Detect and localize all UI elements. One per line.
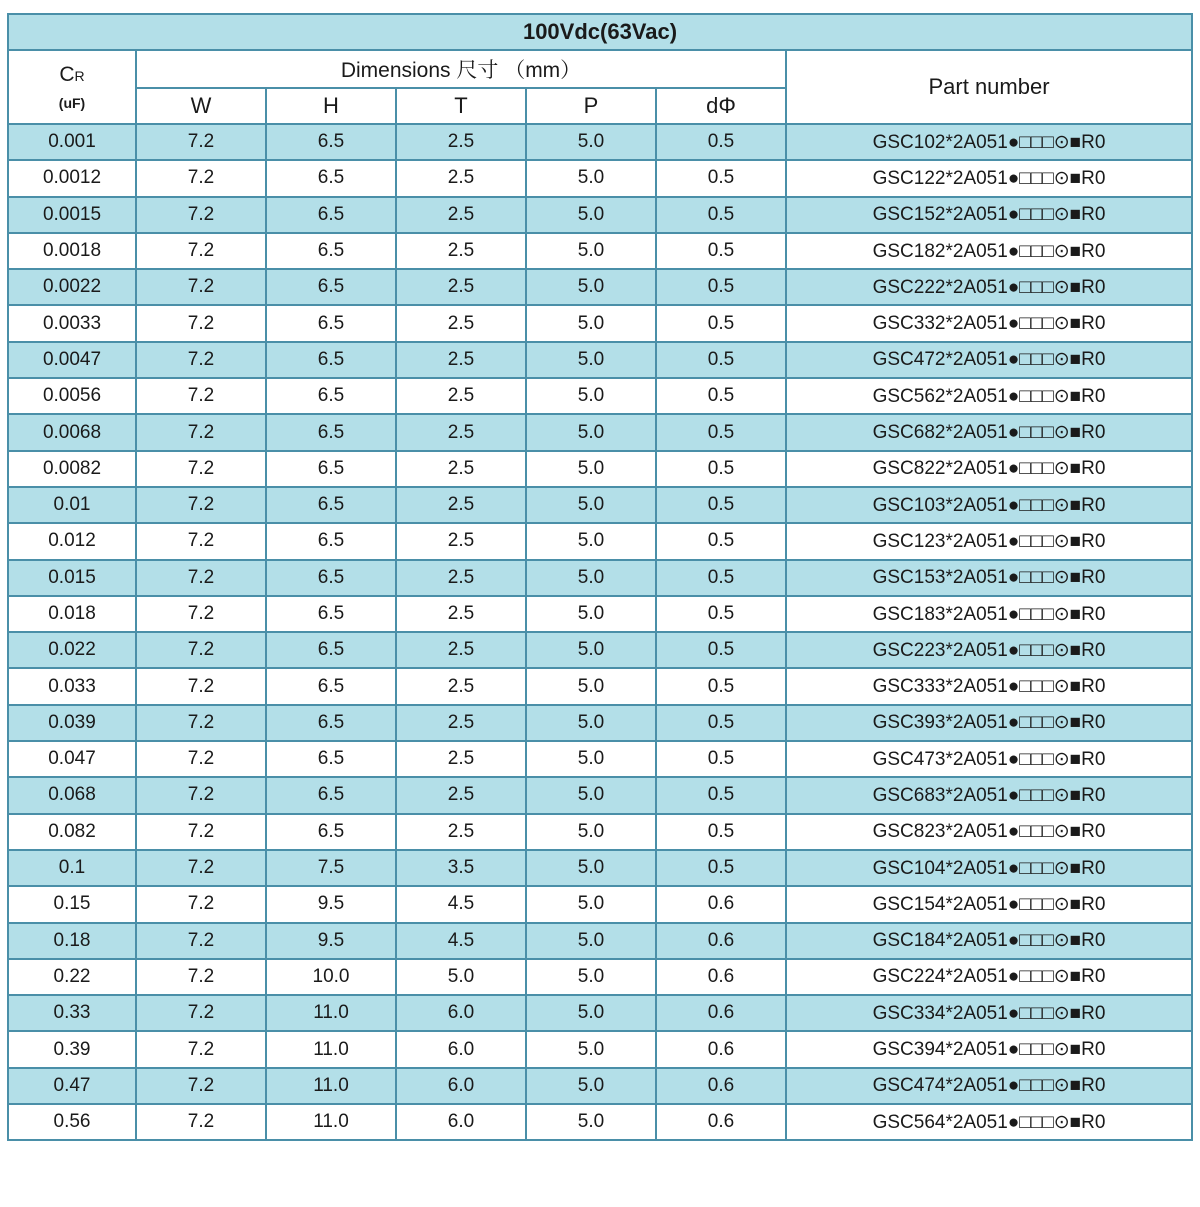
p-cell: 5.0 bbox=[526, 1104, 656, 1140]
t-cell: 2.5 bbox=[396, 197, 526, 233]
table-row bbox=[8, 487, 1192, 523]
cr-unit-label: (uF) bbox=[58, 94, 86, 111]
table-row bbox=[8, 596, 1192, 632]
part-number-cell: GSC333*2A051●□□□⊙■R0 bbox=[786, 668, 1192, 704]
h-cell: 6.5 bbox=[266, 777, 396, 813]
t-cell: 2.5 bbox=[396, 632, 526, 668]
table-row bbox=[8, 668, 1192, 704]
d-cell: 0.5 bbox=[656, 596, 786, 632]
w-cell: 7.2 bbox=[136, 160, 266, 196]
p-cell: 5.0 bbox=[526, 850, 656, 886]
p-cell: 5.0 bbox=[526, 160, 656, 196]
t-cell: 2.5 bbox=[396, 523, 526, 559]
w-cell: 7.2 bbox=[136, 596, 266, 632]
h-cell: 6.5 bbox=[266, 668, 396, 704]
part-number-cell: GSC222*2A051●□□□⊙■R0 bbox=[786, 269, 1192, 305]
cr-cell: 0.47 bbox=[8, 1068, 136, 1104]
cr-cell: 0.33 bbox=[8, 995, 136, 1031]
table-row bbox=[8, 959, 1192, 995]
cr-cell: 0.56 bbox=[8, 1104, 136, 1140]
w-cell: 7.2 bbox=[136, 705, 266, 741]
table-row bbox=[8, 378, 1192, 414]
cr-cell: 0.001 bbox=[8, 124, 136, 160]
d-cell: 0.6 bbox=[656, 995, 786, 1031]
cr-cell: 0.039 bbox=[8, 705, 136, 741]
t-cell: 2.5 bbox=[396, 160, 526, 196]
table-row bbox=[8, 1068, 1192, 1104]
d-cell: 0.5 bbox=[656, 523, 786, 559]
w-header: W bbox=[136, 88, 266, 124]
w-cell: 7.2 bbox=[136, 959, 266, 995]
p-cell: 5.0 bbox=[526, 886, 656, 922]
d-cell: 0.5 bbox=[656, 414, 786, 450]
h-cell: 9.5 bbox=[266, 886, 396, 922]
part-number-cell: GSC122*2A051●□□□⊙■R0 bbox=[786, 160, 1192, 196]
h-cell: 6.5 bbox=[266, 451, 396, 487]
cr-cell: 0.15 bbox=[8, 886, 136, 922]
d-cell: 0.6 bbox=[656, 923, 786, 959]
t-cell: 2.5 bbox=[396, 814, 526, 850]
table-row bbox=[8, 269, 1192, 305]
h-cell: 7.5 bbox=[266, 850, 396, 886]
p-cell: 5.0 bbox=[526, 451, 656, 487]
t-cell: 2.5 bbox=[396, 668, 526, 704]
part-number-cell: GSC823*2A051●□□□⊙■R0 bbox=[786, 814, 1192, 850]
part-number-cell: GSC564*2A051●□□□⊙■R0 bbox=[786, 1104, 1192, 1140]
p-cell: 5.0 bbox=[526, 1031, 656, 1067]
p-cell: 5.0 bbox=[526, 814, 656, 850]
t-cell: 2.5 bbox=[396, 342, 526, 378]
w-cell: 7.2 bbox=[136, 560, 266, 596]
t-cell: 4.5 bbox=[396, 923, 526, 959]
cr-cell: 0.082 bbox=[8, 814, 136, 850]
d-cell: 0.6 bbox=[656, 1068, 786, 1104]
cr-cell: 0.0018 bbox=[8, 233, 136, 269]
p-cell: 5.0 bbox=[526, 197, 656, 233]
p-cell: 5.0 bbox=[526, 305, 656, 341]
cr-cell: 0.012 bbox=[8, 523, 136, 559]
p-cell: 5.0 bbox=[526, 487, 656, 523]
w-cell: 7.2 bbox=[136, 124, 266, 160]
h-cell: 6.5 bbox=[266, 342, 396, 378]
part-number-cell: GSC394*2A051●□□□⊙■R0 bbox=[786, 1031, 1192, 1067]
table-row bbox=[8, 741, 1192, 777]
h-cell: 6.5 bbox=[266, 233, 396, 269]
header-row-1 bbox=[8, 50, 1192, 88]
table-row bbox=[8, 850, 1192, 886]
h-cell: 11.0 bbox=[266, 1104, 396, 1140]
h-cell: 6.5 bbox=[266, 414, 396, 450]
d-cell: 0.5 bbox=[656, 378, 786, 414]
part-number-cell: GSC474*2A051●□□□⊙■R0 bbox=[786, 1068, 1192, 1104]
part-number-cell: GSC123*2A051●□□□⊙■R0 bbox=[786, 523, 1192, 559]
h-cell: 6.5 bbox=[266, 124, 396, 160]
spec-table-container bbox=[7, 13, 1191, 1141]
d-cell: 0.5 bbox=[656, 233, 786, 269]
h-cell: 6.5 bbox=[266, 269, 396, 305]
h-cell: 9.5 bbox=[266, 923, 396, 959]
w-cell: 7.2 bbox=[136, 414, 266, 450]
h-cell: 6.5 bbox=[266, 560, 396, 596]
d-cell: 0.5 bbox=[656, 269, 786, 305]
w-cell: 7.2 bbox=[136, 197, 266, 233]
h-cell: 6.5 bbox=[266, 632, 396, 668]
cr-cell: 0.0015 bbox=[8, 197, 136, 233]
part-number-cell: GSC473*2A051●□□□⊙■R0 bbox=[786, 741, 1192, 777]
d-cell: 0.5 bbox=[656, 741, 786, 777]
part-number-cell: GSC393*2A051●□□□⊙■R0 bbox=[786, 705, 1192, 741]
t-cell: 2.5 bbox=[396, 777, 526, 813]
table-row bbox=[8, 197, 1192, 233]
cr-cell: 0.0033 bbox=[8, 305, 136, 341]
t-cell: 2.5 bbox=[396, 414, 526, 450]
w-cell: 7.2 bbox=[136, 886, 266, 922]
table-row bbox=[8, 814, 1192, 850]
t-cell: 6.0 bbox=[396, 1031, 526, 1067]
t-cell: 2.5 bbox=[396, 705, 526, 741]
table-row bbox=[8, 124, 1192, 160]
cr-cell: 0.033 bbox=[8, 668, 136, 704]
w-cell: 7.2 bbox=[136, 814, 266, 850]
t-cell: 2.5 bbox=[396, 741, 526, 777]
cr-cell: 0.0012 bbox=[8, 160, 136, 196]
t-cell: 6.0 bbox=[396, 995, 526, 1031]
cr-label: CR bbox=[59, 62, 85, 86]
part-number-cell: GSC562*2A051●□□□⊙■R0 bbox=[786, 378, 1192, 414]
h-cell: 6.5 bbox=[266, 741, 396, 777]
w-cell: 7.2 bbox=[136, 632, 266, 668]
cr-cell: 0.022 bbox=[8, 632, 136, 668]
h-cell: 11.0 bbox=[266, 1031, 396, 1067]
cr-cell: 0.018 bbox=[8, 596, 136, 632]
p-cell: 5.0 bbox=[526, 124, 656, 160]
table-row bbox=[8, 632, 1192, 668]
table-row bbox=[8, 886, 1192, 922]
table-row bbox=[8, 995, 1192, 1031]
p-cell: 5.0 bbox=[526, 995, 656, 1031]
h-cell: 6.5 bbox=[266, 814, 396, 850]
cr-cell: 0.015 bbox=[8, 560, 136, 596]
cr-header bbox=[8, 50, 136, 124]
d-cell: 0.6 bbox=[656, 1031, 786, 1067]
d-cell: 0.6 bbox=[656, 959, 786, 995]
d-cell: 0.5 bbox=[656, 342, 786, 378]
part-number-cell: GSC682*2A051●□□□⊙■R0 bbox=[786, 414, 1192, 450]
part-number-cell: GSC822*2A051●□□□⊙■R0 bbox=[786, 451, 1192, 487]
t-cell: 2.5 bbox=[396, 305, 526, 341]
p-cell: 5.0 bbox=[526, 923, 656, 959]
t-cell: 2.5 bbox=[396, 124, 526, 160]
h-cell: 6.5 bbox=[266, 305, 396, 341]
table-row bbox=[8, 233, 1192, 269]
part-number-cell: GSC223*2A051●□□□⊙■R0 bbox=[786, 632, 1192, 668]
cr-cell: 0.068 bbox=[8, 777, 136, 813]
table-row bbox=[8, 523, 1192, 559]
capacitor-spec-table bbox=[7, 13, 1193, 1141]
p-cell: 5.0 bbox=[526, 959, 656, 995]
p-cell: 5.0 bbox=[526, 632, 656, 668]
d-cell: 0.5 bbox=[656, 487, 786, 523]
p-cell: 5.0 bbox=[526, 342, 656, 378]
cr-cell: 0.22 bbox=[8, 959, 136, 995]
cr-cell: 0.0068 bbox=[8, 414, 136, 450]
t-cell: 2.5 bbox=[396, 269, 526, 305]
part-number-cell: GSC154*2A051●□□□⊙■R0 bbox=[786, 886, 1192, 922]
t-cell: 4.5 bbox=[396, 886, 526, 922]
cr-cell: 0.18 bbox=[8, 923, 136, 959]
table-row bbox=[8, 342, 1192, 378]
h-cell: 6.5 bbox=[266, 197, 396, 233]
w-cell: 7.2 bbox=[136, 523, 266, 559]
w-cell: 7.2 bbox=[136, 850, 266, 886]
p-cell: 5.0 bbox=[526, 560, 656, 596]
d-cell: 0.5 bbox=[656, 160, 786, 196]
cr-cell: 0.0056 bbox=[8, 378, 136, 414]
part-number-cell: GSC103*2A051●□□□⊙■R0 bbox=[786, 487, 1192, 523]
d-cell: 0.5 bbox=[656, 305, 786, 341]
part-number-cell: GSC184*2A051●□□□⊙■R0 bbox=[786, 923, 1192, 959]
table-row bbox=[8, 1031, 1192, 1067]
d-cell: 0.5 bbox=[656, 814, 786, 850]
part-number-cell: GSC104*2A051●□□□⊙■R0 bbox=[786, 850, 1192, 886]
p-cell: 5.0 bbox=[526, 705, 656, 741]
d-cell: 0.5 bbox=[656, 124, 786, 160]
t-header: T bbox=[396, 88, 526, 124]
t-cell: 6.0 bbox=[396, 1104, 526, 1140]
table-row bbox=[8, 923, 1192, 959]
t-cell: 2.5 bbox=[396, 233, 526, 269]
table-row bbox=[8, 414, 1192, 450]
d-cell: 0.5 bbox=[656, 632, 786, 668]
p-cell: 5.0 bbox=[526, 596, 656, 632]
title-row bbox=[8, 14, 1192, 50]
h-cell: 6.5 bbox=[266, 523, 396, 559]
w-cell: 7.2 bbox=[136, 305, 266, 341]
d-cell: 0.5 bbox=[656, 560, 786, 596]
d-cell: 0.6 bbox=[656, 886, 786, 922]
cr-cell: 0.1 bbox=[8, 850, 136, 886]
w-cell: 7.2 bbox=[136, 741, 266, 777]
part-number-cell: GSC183*2A051●□□□⊙■R0 bbox=[786, 596, 1192, 632]
part-number-cell: GSC182*2A051●□□□⊙■R0 bbox=[786, 233, 1192, 269]
w-cell: 7.2 bbox=[136, 1068, 266, 1104]
t-cell: 2.5 bbox=[396, 487, 526, 523]
w-cell: 7.2 bbox=[136, 378, 266, 414]
w-cell: 7.2 bbox=[136, 451, 266, 487]
cr-cell: 0.0022 bbox=[8, 269, 136, 305]
table-row bbox=[8, 705, 1192, 741]
table-row bbox=[8, 451, 1192, 487]
t-cell: 2.5 bbox=[396, 378, 526, 414]
h-cell: 10.0 bbox=[266, 959, 396, 995]
p-cell: 5.0 bbox=[526, 414, 656, 450]
t-cell: 2.5 bbox=[396, 560, 526, 596]
cr-cell: 0.01 bbox=[8, 487, 136, 523]
w-cell: 7.2 bbox=[136, 342, 266, 378]
table-body bbox=[8, 124, 1192, 1140]
d-cell: 0.5 bbox=[656, 850, 786, 886]
h-cell: 6.5 bbox=[266, 160, 396, 196]
part-number-cell: GSC334*2A051●□□□⊙■R0 bbox=[786, 995, 1192, 1031]
h-cell: 6.5 bbox=[266, 705, 396, 741]
w-cell: 7.2 bbox=[136, 777, 266, 813]
h-cell: 11.0 bbox=[266, 1068, 396, 1104]
t-cell: 6.0 bbox=[396, 1068, 526, 1104]
p-cell: 5.0 bbox=[526, 523, 656, 559]
table-row bbox=[8, 1104, 1192, 1140]
d-cell: 0.5 bbox=[656, 668, 786, 704]
p-cell: 5.0 bbox=[526, 668, 656, 704]
dimensions-header: Dimensions 尺寸 （mm） bbox=[136, 50, 786, 88]
w-cell: 7.2 bbox=[136, 923, 266, 959]
d-cell: 0.5 bbox=[656, 777, 786, 813]
w-cell: 7.2 bbox=[136, 269, 266, 305]
d-cell: 0.5 bbox=[656, 705, 786, 741]
table-title: 100Vdc(63Vac) bbox=[8, 14, 1192, 50]
d-cell: 0.5 bbox=[656, 197, 786, 233]
t-cell: 2.5 bbox=[396, 596, 526, 632]
d-header: dΦ bbox=[656, 88, 786, 124]
h-cell: 6.5 bbox=[266, 596, 396, 632]
part-number-header: Part number bbox=[786, 50, 1192, 124]
w-cell: 7.2 bbox=[136, 1104, 266, 1140]
part-number-cell: GSC152*2A051●□□□⊙■R0 bbox=[786, 197, 1192, 233]
w-cell: 7.2 bbox=[136, 1031, 266, 1067]
part-number-cell: GSC153*2A051●□□□⊙■R0 bbox=[786, 560, 1192, 596]
p-cell: 5.0 bbox=[526, 378, 656, 414]
h-cell: 11.0 bbox=[266, 995, 396, 1031]
cr-cell: 0.0082 bbox=[8, 451, 136, 487]
w-cell: 7.2 bbox=[136, 487, 266, 523]
cr-cell: 0.047 bbox=[8, 741, 136, 777]
cr-cell: 0.39 bbox=[8, 1031, 136, 1067]
p-cell: 5.0 bbox=[526, 741, 656, 777]
t-cell: 3.5 bbox=[396, 850, 526, 886]
p-cell: 5.0 bbox=[526, 233, 656, 269]
h-header: H bbox=[266, 88, 396, 124]
cr-cell: 0.0047 bbox=[8, 342, 136, 378]
part-number-cell: GSC472*2A051●□□□⊙■R0 bbox=[786, 342, 1192, 378]
table-row bbox=[8, 777, 1192, 813]
t-cell: 2.5 bbox=[396, 451, 526, 487]
table-row bbox=[8, 160, 1192, 196]
part-number-cell: GSC332*2A051●□□□⊙■R0 bbox=[786, 305, 1192, 341]
t-cell: 5.0 bbox=[396, 959, 526, 995]
part-number-cell: GSC683*2A051●□□□⊙■R0 bbox=[786, 777, 1192, 813]
d-cell: 0.6 bbox=[656, 1104, 786, 1140]
h-cell: 6.5 bbox=[266, 378, 396, 414]
w-cell: 7.2 bbox=[136, 995, 266, 1031]
p-cell: 5.0 bbox=[526, 269, 656, 305]
table-row bbox=[8, 560, 1192, 596]
table-row bbox=[8, 305, 1192, 341]
p-header: P bbox=[526, 88, 656, 124]
w-cell: 7.2 bbox=[136, 233, 266, 269]
d-cell: 0.5 bbox=[656, 451, 786, 487]
part-number-cell: GSC224*2A051●□□□⊙■R0 bbox=[786, 959, 1192, 995]
p-cell: 5.0 bbox=[526, 1068, 656, 1104]
w-cell: 7.2 bbox=[136, 668, 266, 704]
part-number-cell: GSC102*2A051●□□□⊙■R0 bbox=[786, 124, 1192, 160]
h-cell: 6.5 bbox=[266, 487, 396, 523]
p-cell: 5.0 bbox=[526, 777, 656, 813]
